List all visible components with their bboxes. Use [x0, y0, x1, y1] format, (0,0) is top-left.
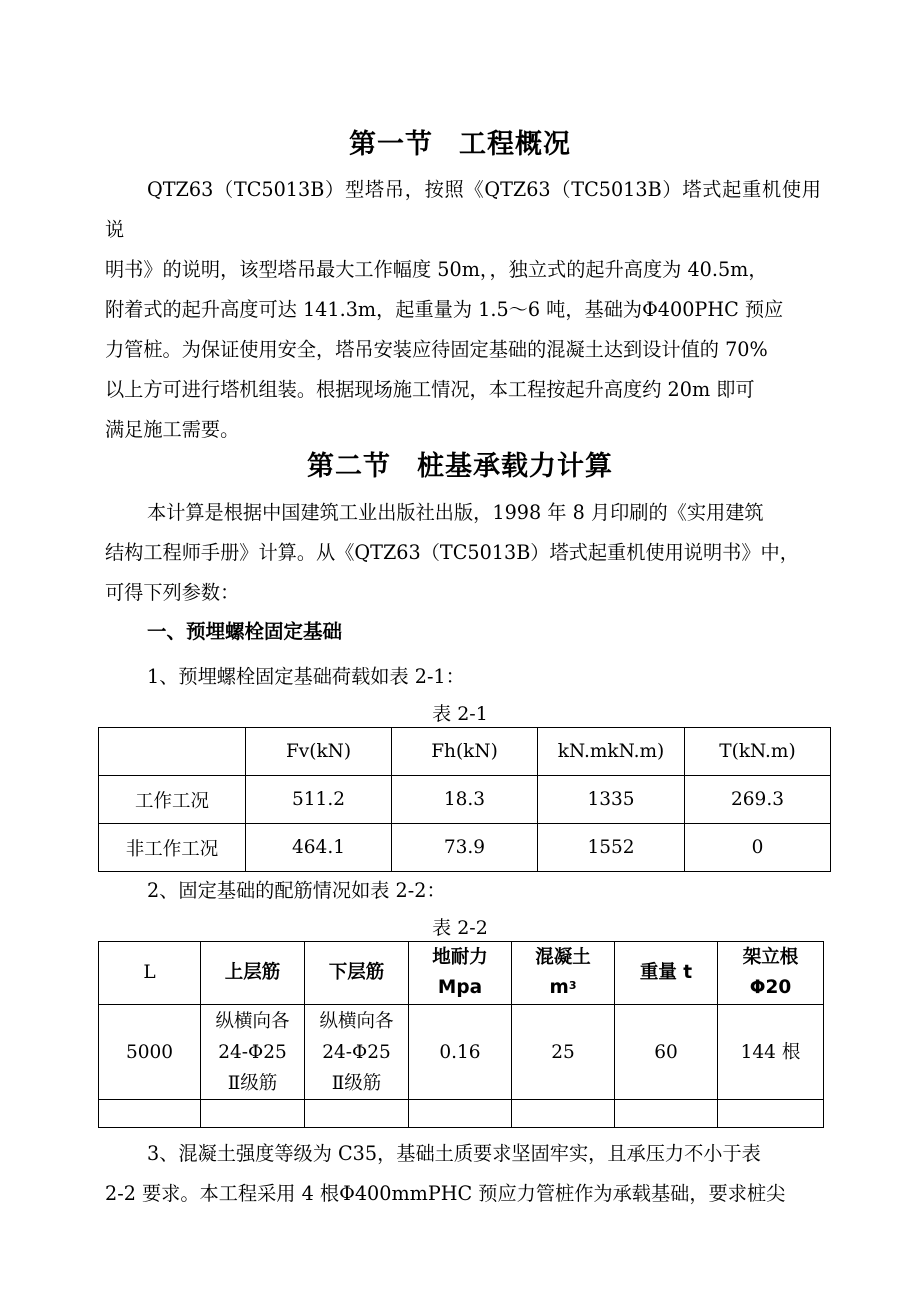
table-cell: 纵横向各 24-Φ25 Ⅱ级筋 [305, 1005, 409, 1100]
section1-title [0, 122, 920, 161]
table-header-cell: L [99, 942, 201, 1005]
table-cell: 工作工况 [99, 776, 246, 824]
table-cell: 非工作工况 [99, 824, 246, 872]
table-cell: 0.16 [409, 1005, 512, 1100]
table-cell: 0 [685, 824, 831, 872]
table-cell: 144 根 [718, 1005, 824, 1100]
table-cell: 511.2 [246, 776, 392, 824]
table1-caption: 表 2-1 [432, 703, 488, 725]
table-cell: 1552 [538, 824, 685, 872]
section2-title-text: 桩基承载力计算 [417, 451, 613, 482]
paragraph-line: 结构工程师手册》计算。从《QTZ63（TC5013B）塔式起重机使用说明书》中， [105, 541, 799, 564]
table2-caption: 表 2-2 [432, 917, 488, 939]
section2-title [0, 444, 920, 483]
table-cell: 60 [615, 1005, 718, 1100]
paragraph-line: 力管桩。为保证使用安全，塔吊安装应待固定基础的混凝土达到设计值的 70% [105, 338, 768, 361]
table-cell: 18.3 [392, 776, 538, 824]
table-row [99, 824, 831, 872]
item-1-text: 1、预埋螺栓固定基础荷载如表 2-1： [147, 665, 465, 688]
table-cell [201, 1100, 305, 1128]
table-cell [409, 1100, 512, 1128]
table-header-cell: kN.mkN.m) [538, 728, 685, 776]
table-header-row [99, 942, 824, 1005]
paragraph-line: 3、混凝土强度等级为 C35，基础土质要求坚固牢实，且承压力不小于表 [147, 1142, 761, 1165]
item-3-paragraph [105, 1134, 821, 1214]
section2-title-number: 第二节 [307, 451, 391, 482]
table-header-cell: 架立根 Φ20 [718, 942, 824, 1005]
table-header-cell: 混凝土 $m^3$ [512, 942, 615, 1005]
table-cell [615, 1100, 718, 1128]
table-row [99, 776, 831, 824]
table-cell: 464.1 [246, 824, 392, 872]
section2-intro-paragraph [105, 493, 821, 613]
table-header-cell: 上层筋 [201, 942, 305, 1005]
paragraph-line: QTZ63（TC5013B）型塔吊，按照《QTZ63（TC5013B）塔式起重机使用说 [105, 178, 821, 241]
table-header-cell: 下层筋 [305, 942, 409, 1005]
section1-title-text: 工程概况 [459, 129, 571, 160]
table-header-cell: T(kN.m) [685, 728, 831, 776]
table-cell: 73.9 [392, 824, 538, 872]
item-2-text: 2、固定基础的配筋情况如表 2-2： [147, 879, 446, 902]
table-cell [718, 1100, 824, 1128]
section1-paragraph [105, 170, 821, 450]
table-cell [512, 1100, 615, 1128]
table-row [99, 1100, 824, 1128]
paragraph-line: 2-2 要求。本工程采用 4 根Φ400mmPHC 预应力管桩作为承载基础，要求桩尖 [105, 1182, 786, 1205]
paragraph-line: 以上方可进行塔机组装。根据现场施工情况，本工程按起升高度约 20m 即可 [105, 378, 755, 401]
load-table [98, 727, 831, 872]
paragraph-line: 明书》的说明，该型塔吊最大工作幅度 50m，，独立式的起升高度为 40.5m， [105, 258, 768, 281]
table-header-cell [99, 728, 246, 776]
table-header-cell: Fh(kN) [392, 728, 538, 776]
table-cell: 1335 [538, 776, 685, 824]
table-cell: 25 [512, 1005, 615, 1100]
table-header-cell: Fv(kN) [246, 728, 392, 776]
section1-title-number: 第一节 [349, 129, 433, 160]
table-header-row [99, 728, 831, 776]
table-header-cell: 重量 t [615, 942, 718, 1005]
table-cell: 纵横向各 24-Φ25 Ⅱ级筋 [201, 1005, 305, 1100]
table-cell [305, 1100, 409, 1128]
table-cell [99, 1100, 201, 1128]
table-cell: 269.3 [685, 776, 831, 824]
paragraph-line: 本计算是根据中国建筑工业出版社出版，1998 年 8 月印刷的《实用建筑 [147, 501, 764, 524]
table-header-cell: 地耐力 Mpa [409, 942, 512, 1005]
sub-heading-embedded-bolt-foundation: 一、预埋螺栓固定基础 [147, 620, 343, 643]
table-cell: 5000 [99, 1005, 201, 1100]
table-row [99, 1005, 824, 1100]
reinforcement-table [98, 941, 824, 1128]
paragraph-line: 附着式的起升高度可达 141.3m，起重量为 1.5～6 吨，基础为Φ400PHC 预应 [105, 298, 784, 321]
paragraph-line: 满足施工需要。 [105, 418, 240, 441]
paragraph-line: 可得下列参数： [105, 581, 240, 604]
